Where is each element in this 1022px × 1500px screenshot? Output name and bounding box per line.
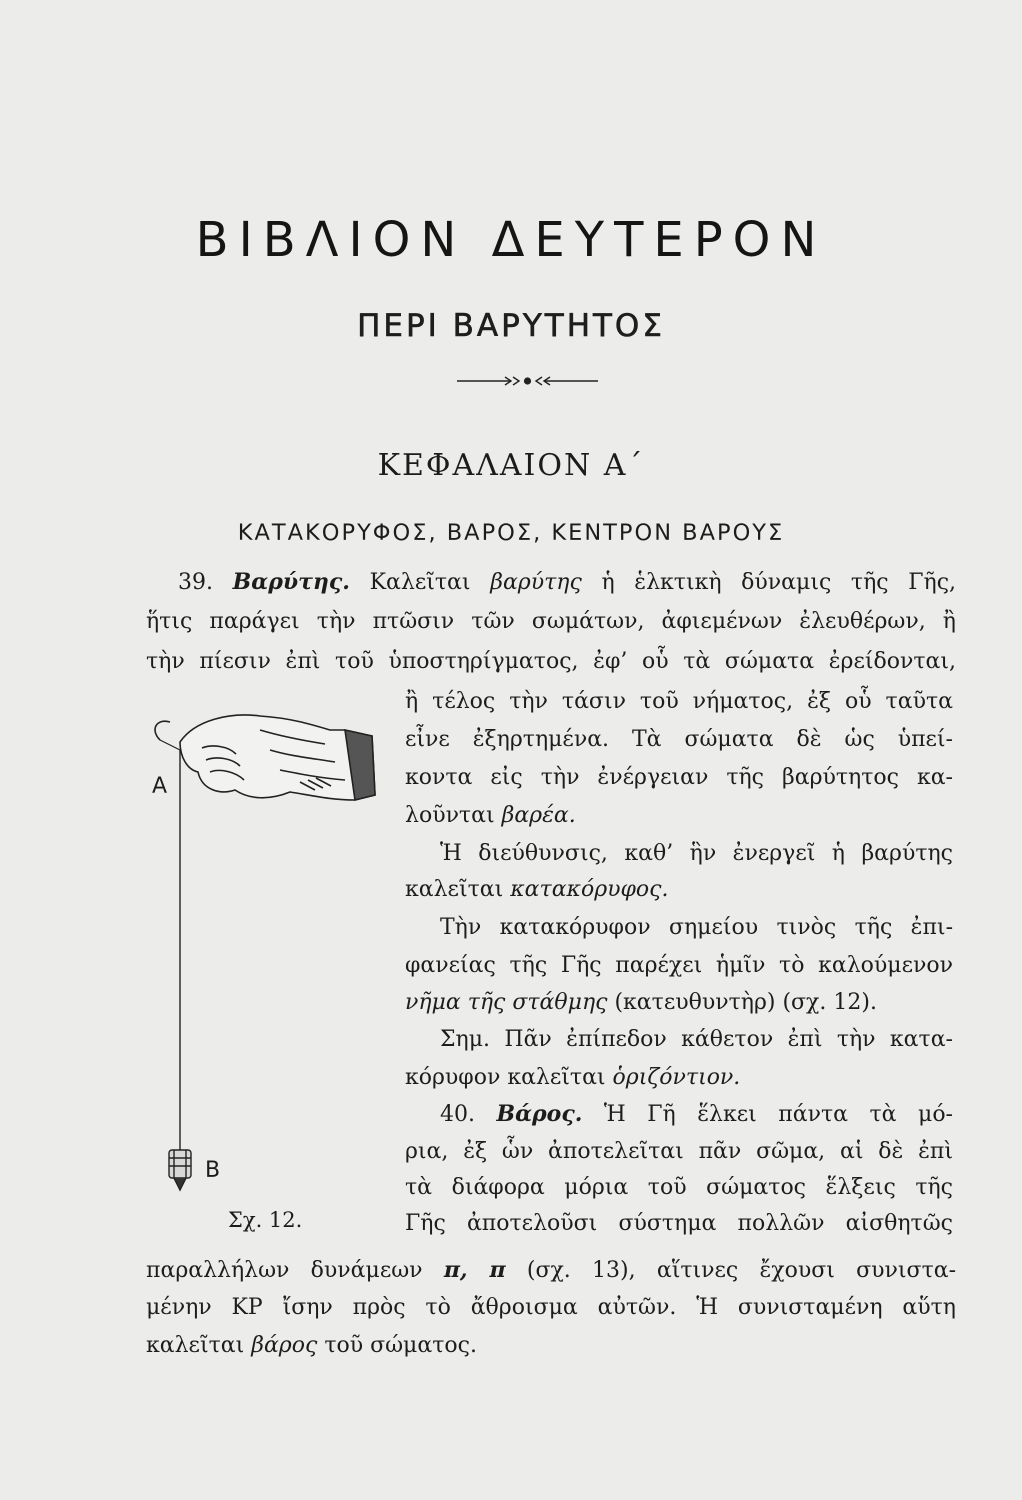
paragraph-40-line-5 xyxy=(146,1256,956,1285)
paragraph-40-line-7 xyxy=(146,1332,956,1360)
plumb-line-figure xyxy=(140,700,380,1210)
text-fragment: Καλεῖται xyxy=(369,570,471,595)
term-italic: βάρος xyxy=(251,1333,318,1358)
paragraph-39-line-2: ἥτις παράγει τὴν πτῶσιν τῶν σωμάτων, ἀφιεμένων ἐλευθέρων, ἢ xyxy=(146,609,956,634)
direction-line-1: Ἡ διεύθυνσις, καθ’ ἣν ἐνεργεῖ ἡ βαρύτης xyxy=(440,841,953,866)
paragraph-39-line-1 xyxy=(178,568,956,597)
direction-line-2 xyxy=(405,876,953,904)
paragraph-39-number: 39. xyxy=(178,570,213,595)
paragraph-40-line-3: τὰ διάφορα μόρια τοῦ σώματος ἕλξεις τῆς xyxy=(405,1175,953,1200)
paragraph-40-term: Βάρος. xyxy=(496,1101,583,1127)
text-fragment: λοῦνται xyxy=(405,803,495,828)
paragraph-40-number: 40. xyxy=(440,1102,475,1127)
figure-label-b: Β xyxy=(205,1158,221,1183)
text-fragment: καλεῖται xyxy=(405,877,504,902)
text-fragment: παραλλήλων δυνάμεων xyxy=(146,1258,423,1283)
note-line-2 xyxy=(405,1064,953,1092)
book-title: ΒΙΒΛΙΟΝ ΔΕΥΤΕΡΟΝ xyxy=(195,212,827,268)
term-italic: βαρέα. xyxy=(501,803,576,828)
paragraph-40-line-6: μένην ΚΡ ἴσην πρὸς τὸ ἄθροισμα αὐτῶν. Ἡ συνισταμένη αὕτη xyxy=(146,1295,956,1320)
term-italic: κατακόρυφος. xyxy=(510,877,669,902)
text-fragment: κόρυφον καλεῖται xyxy=(405,1065,606,1090)
text-fragment: καλεῖται xyxy=(146,1333,245,1358)
book-subtitle: ΠΕΡΙ ΒΑΡΥΤΗΤΟΣ xyxy=(357,308,665,344)
paragraph-39-line-7 xyxy=(405,802,953,830)
plumb-line-1: Τὴν κατακόρυφον σημείου τινὸς τῆς ἐπι- xyxy=(440,915,953,940)
text-fragment: (σχ. 13), αἵτινες ἔχουσι συνιστα- xyxy=(526,1258,957,1283)
figure-label-a: Α xyxy=(152,774,168,799)
paragraph-40-line-4: Γῆς ἀποτελοῦσι σύστημα πολλῶν αἰσθητῶς xyxy=(405,1211,953,1236)
term-italic: ὁριζόντιον. xyxy=(612,1065,741,1090)
plumb-line-2: φανείας τῆς Γῆς παρέχει ἡμῖν τὸ καλούμενον xyxy=(405,953,953,978)
paragraph-39-line-3: τὴν πίεσιν ἐπὶ τοῦ ὑποστηρίγματος, ἐφ’ οὗ τὰ σώματα ἐρείδονται, xyxy=(146,649,956,674)
text-fragment: ἡ ἑλκτικὴ δύναμις τῆς Γῆς, xyxy=(601,570,957,595)
paragraph-39-term: Βαρύτης. xyxy=(232,569,350,595)
paragraph-40-line-2: ρια, ἐξ ὧν ἀποτελεῖται πᾶν σῶμα, αἱ δὲ ἐπὶ xyxy=(405,1139,953,1164)
paragraph-40-line-1 xyxy=(440,1100,953,1129)
text-fragment: Ἡ Γῆ ἕλκει πάντα τὰ μό- xyxy=(603,1102,953,1127)
chapter-title: ΚΕΦΑΛΑΙΟΝ Α΄ xyxy=(377,448,645,483)
ornament-divider-icon xyxy=(455,374,600,388)
hand-icon xyxy=(155,715,375,800)
text-fragment: τοῦ σώματος. xyxy=(324,1333,477,1358)
figure-caption: Σχ. 12. xyxy=(228,1208,303,1232)
paragraph-39-line-5: εἶνε ἐξηρτημένα. Τὰ σώματα δὲ ὡς ὑπεί- xyxy=(405,727,953,752)
term-italic: π, π xyxy=(443,1257,506,1283)
term-italic: βαρύτης xyxy=(490,570,582,595)
plumb-bob-icon xyxy=(169,1140,191,1190)
plumb-line-3 xyxy=(405,989,953,1017)
note-line-1: Σημ. Πᾶν ἐπίπεδον κάθετον ἐπὶ τὴν κατα- xyxy=(440,1027,953,1052)
paragraph-39-line-4: ἢ τέλος τὴν τάσιν τοῦ νήματος, ἐξ οὗ ταῦτα xyxy=(405,689,953,714)
term-italic: νῆμα τῆς στάθμης xyxy=(405,990,608,1015)
paragraph-39-line-6: κοντα εἰς τὴν ἐνέργειαν τῆς βαρύτητος κα- xyxy=(405,765,953,790)
text-fragment: (κατευθυντὴρ) (σχ. 12). xyxy=(614,990,877,1015)
section-heading: ΚΑΤΑΚΟΡΥΦΟΣ, ΒΑΡΟΣ, ΚΕΝΤΡΟΝ ΒΑΡΟΥΣ xyxy=(237,520,785,546)
